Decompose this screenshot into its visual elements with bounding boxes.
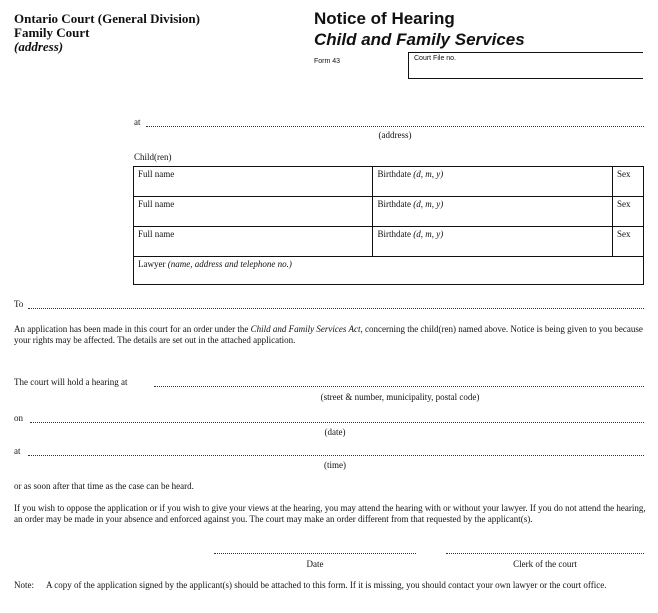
birthdate-format: (d, m, y) [413,199,444,209]
time-caption: (time) [324,460,346,470]
note-label: Note: [14,580,34,590]
note-text: A copy of the application signed by the applicant(s) should be attached to this form. If it is missing, you should contact your own lawyer or the court office. [46,580,607,590]
asap-text: or as soon after that time as the case can be heard. [14,481,194,491]
address-caption: (address) [378,130,412,140]
time-at-label: at [14,446,21,456]
child-row [134,197,644,227]
child-sex-cell[interactable] [613,197,644,227]
birthdate-label: Birthdate [377,169,411,179]
hearing-location-line[interactable] [154,386,644,387]
child-name-cell[interactable] [134,197,373,227]
sex-label: Sex [617,169,631,179]
street-caption: (street & number, municipality, postal code) [320,392,480,402]
child-birthdate-cell[interactable] [373,227,613,257]
application-text-end: , concerning the child(ren) named above. Notice is being given to you because your rights may be affected. The details are set out in the attached application. [14,324,643,345]
to-label: To [14,299,24,309]
court-file-label: Court File no. [414,55,457,62]
form-number: Form 43 [314,58,341,65]
full-name-label: Full name [138,199,175,209]
oppose-paragraph: If you wish to oppose the application or if you wish to give your views at the hearing, you may attend the hearing with or without your lawyer. If you do not attend the hearing, an order may be made in your absence and enforced against you. The court may make an order different from that requested by the applicant(s). [14,503,646,524]
child-sex-cell[interactable] [613,227,644,257]
children-table [133,166,644,285]
application-paragraph [14,324,646,346]
sex-label: Sex [617,199,631,209]
sex-label: Sex [617,229,631,239]
form-subtitle: Child and Family Services [314,30,525,49]
clerk-signature-line[interactable] [446,553,644,554]
full-name-label: Full name [138,229,175,239]
birthdate-label: Birthdate [377,199,411,209]
date-line[interactable] [30,422,644,423]
court-file-box[interactable] [408,52,643,79]
hearing-location-label: The court will hold a hearing at [14,377,128,387]
child-name-cell[interactable] [134,167,373,197]
child-birthdate-cell[interactable] [373,167,613,197]
child-birthdate-cell[interactable] [373,197,613,227]
birthdate-format: (d, m, y) [413,169,444,179]
lawyer-row [134,257,644,285]
form-title: Notice of Hearing [314,9,455,28]
application-act: Child and Family Services Act [250,324,361,334]
court-address: (address) [14,39,64,54]
at-label: at [134,117,141,127]
time-line[interactable] [28,455,644,456]
lawyer-cell[interactable] [134,257,644,285]
birthdate-format: (d, m, y) [413,229,444,239]
to-line[interactable] [28,308,644,309]
application-text-start: An application has been made in this court for an order under the [14,324,251,334]
address-line[interactable] [146,126,644,127]
children-label: Child(ren) [134,152,172,162]
child-row [134,227,644,257]
court-name: Ontario Court (General Division) [14,11,200,26]
date-signature-caption: Date [306,559,324,569]
date-signature-line[interactable] [214,553,416,554]
lawyer-detail: (name, address and telephone no.) [167,259,292,269]
date-caption: (date) [324,427,346,437]
clerk-signature-caption: Clerk of the court [513,559,577,569]
lawyer-label: Lawyer [138,259,166,269]
full-name-label: Full name [138,169,175,179]
child-sex-cell[interactable] [613,167,644,197]
birthdate-label: Birthdate [377,229,411,239]
child-name-cell[interactable] [134,227,373,257]
court-division: Family Court [14,25,90,40]
child-row [134,167,644,197]
on-label: on [14,413,23,423]
